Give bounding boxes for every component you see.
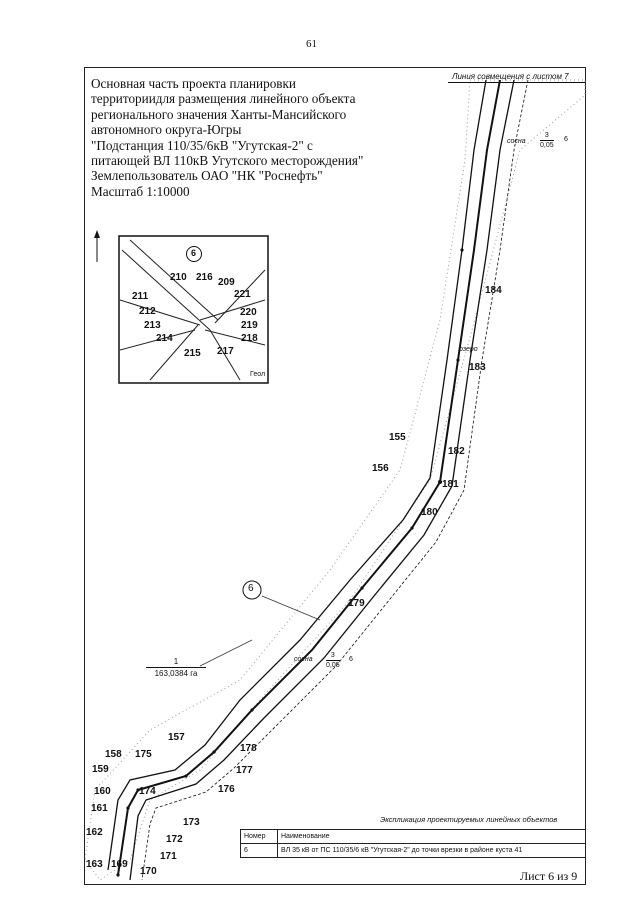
point-label: 159 — [92, 764, 109, 775]
legend-row — [241, 844, 586, 858]
point-label: 172 — [166, 834, 183, 845]
point-label: 163 — [86, 859, 103, 870]
point-label: 171 — [160, 851, 177, 862]
point-label: 157 — [168, 732, 185, 743]
inset-point-label: 210 — [170, 272, 187, 283]
forest-grade: 6 — [564, 136, 568, 143]
point-label: 184 — [485, 285, 502, 296]
title-line: "Подстанция 110/35/6кВ "Угутская-2" с — [91, 137, 313, 153]
point-label: 182 — [448, 446, 465, 457]
point-label: 175 — [135, 749, 152, 760]
forest-stock: 0,05 — [326, 662, 340, 669]
inset-point-label: 212 — [139, 306, 156, 317]
inset-point-label: 218 — [241, 333, 258, 344]
title-line: питающей ВЛ 110кВ Угутского месторождения" — [91, 153, 364, 169]
forest-species: сосна — [294, 656, 313, 663]
legend-title: Экспликация проектируемых линейных объектов — [380, 815, 558, 824]
forest-class: 3 — [326, 651, 340, 661]
title-line: Основная часть проекта планировки — [91, 76, 296, 91]
point-label: 162 — [86, 827, 103, 838]
point-label: 156 — [372, 463, 389, 474]
point-label: 170 — [140, 866, 157, 877]
forest-fraction — [540, 131, 554, 150]
inset-point-label: 216 — [196, 272, 213, 283]
legend-header-name: Наименование — [278, 830, 586, 844]
point-label: 180 — [421, 507, 438, 518]
inset-point-label: 214 — [156, 333, 173, 344]
match-line-label: Линия совмещения с листом 7 — [452, 72, 569, 81]
inset-point-label: 211 — [132, 291, 149, 302]
title-block — [91, 76, 363, 199]
sheet-label: Лист 6 из 9 — [520, 869, 578, 883]
point-label: 160 — [94, 786, 111, 797]
title-line: территориидля размещения линейного объекта — [91, 91, 356, 107]
point-label: 179 — [348, 598, 365, 609]
title-line: Масштаб 1:10000 — [91, 183, 190, 199]
point-label: 177 — [236, 765, 253, 776]
point-label: 173 — [183, 817, 200, 828]
legend-table — [240, 829, 586, 858]
page-number: 61 — [306, 38, 317, 50]
forest-annotation — [507, 138, 526, 145]
point-label: 174 — [139, 786, 156, 797]
parcel-number: 1 — [146, 656, 206, 668]
inset-point-label: 213 — [144, 320, 161, 331]
point-label: 169 — [111, 859, 128, 870]
parcel-leader — [200, 640, 252, 666]
inset-point-label: 220 — [240, 307, 257, 318]
lake-label: озеро — [459, 346, 478, 353]
title-line: Землепользователь ОАО "НК "Роснефть" — [91, 168, 323, 184]
forest-species: сосна — [507, 138, 526, 145]
forest-stock: 0,05 — [540, 142, 554, 149]
inset-point-label: 215 — [184, 348, 201, 359]
inset-circle-label: 6 — [191, 248, 197, 258]
forest-fraction — [326, 651, 340, 670]
point-label: 181 — [442, 479, 459, 490]
inset-point-label: 209 — [218, 277, 235, 288]
corridor-edge-4 — [142, 80, 528, 880]
legend-header-row — [241, 830, 586, 844]
hatch-zone — [85, 80, 585, 880]
point-label: 176 — [218, 784, 235, 795]
inset-point-label: 217 — [217, 346, 234, 357]
point-label: 155 — [389, 432, 406, 443]
object-leader — [262, 596, 320, 620]
title-line: автономного округа-Югры — [91, 122, 242, 138]
parcel-label — [146, 656, 206, 679]
corridor-edge-2 — [118, 80, 500, 875]
object-label: 6 — [248, 583, 254, 594]
point-label: 183 — [469, 362, 486, 373]
north-arrow-icon — [94, 230, 100, 262]
inset-point-label: 219 — [241, 320, 258, 331]
title-line: регионального значения Ханты-Мансийского — [91, 106, 347, 122]
point-label: 158 — [105, 749, 122, 760]
parcel-area: 163,0384 га — [154, 669, 198, 678]
match-line — [448, 82, 585, 83]
legend-row-name: ВЛ 35 кВ от ПС 110/35/6 кВ "Угутская-2" до точки врезки в районе куста 41 — [278, 844, 586, 858]
inset-point-label: 221 — [234, 289, 251, 300]
inset-corner-text: Геол — [250, 371, 266, 378]
legend-header-number: Номер — [241, 830, 278, 844]
legend-row-number: 6 — [241, 844, 278, 858]
forest-class: 3 — [540, 131, 554, 141]
point-label: 178 — [240, 743, 257, 754]
point-label: 161 — [91, 803, 108, 814]
forest-grade: 6 — [349, 656, 353, 663]
power-line-corridor — [108, 80, 528, 880]
